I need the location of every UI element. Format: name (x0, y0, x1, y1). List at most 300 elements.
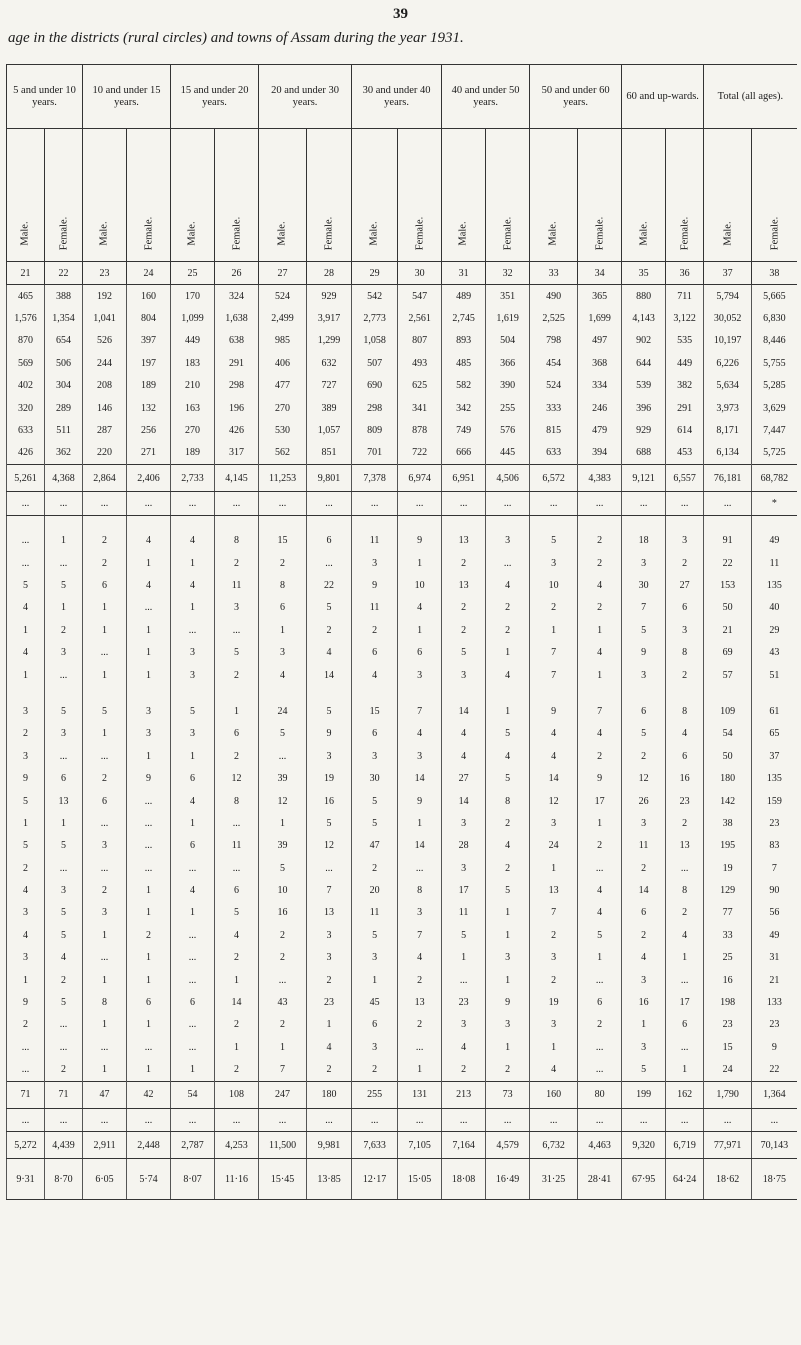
table-cell: ... (666, 1036, 704, 1058)
table-cell: 406 (259, 352, 307, 374)
table-cell: 351 (486, 285, 530, 308)
table-cell: 4 (352, 664, 398, 686)
table-cell: 1 (83, 723, 127, 745)
table-cell: 24 (530, 835, 578, 857)
table-cell: 2 (486, 857, 530, 879)
table-cell: 160 (127, 285, 171, 308)
table-cell: 3 (486, 530, 530, 552)
table-cell: 4,506 (486, 465, 530, 492)
table-cell: 47 (352, 835, 398, 857)
table-cell: 5 (45, 902, 83, 924)
table-cell: 2 (578, 530, 622, 552)
table-cell: 5 (622, 619, 666, 641)
table-cell: 1 (486, 700, 530, 722)
sex-header: Male. (622, 129, 666, 262)
table-cell: 8 (666, 700, 704, 722)
table-cell: 49 (752, 924, 797, 946)
table-cell: ... (578, 492, 622, 515)
table-cell: 16 (259, 902, 307, 924)
table-cell: 5 (578, 924, 622, 946)
table-cell: 5 (307, 812, 352, 834)
table-cell: 1,576 (7, 307, 45, 329)
table-cell: 798 (530, 330, 578, 352)
table-cell: 477 (259, 375, 307, 397)
table-cell: 2 (398, 969, 442, 991)
column-number: 35 (622, 262, 666, 285)
table-cell: 1 (83, 969, 127, 991)
table-cell: 1 (486, 924, 530, 946)
column-number: 29 (352, 262, 398, 285)
table-cell: 21 (752, 969, 797, 991)
column-number: 24 (127, 262, 171, 285)
table-row (7, 419, 797, 441)
table-cell: 426 (7, 442, 45, 465)
table-cell: 51 (752, 664, 797, 686)
table-cell: 4 (442, 1036, 486, 1058)
table-cell (215, 515, 259, 530)
table-cell: 506 (45, 352, 83, 374)
table-cell: 57 (704, 664, 752, 686)
sex-header: Male. (530, 129, 578, 262)
table-cell: ... (704, 1108, 752, 1131)
table-cell: 333 (530, 397, 578, 419)
table-cell: ... (45, 492, 83, 515)
table-cell: 2 (215, 552, 259, 574)
table-cell: 142 (704, 790, 752, 812)
table-cell: ... (127, 857, 171, 879)
table-cell: 9·31 (7, 1159, 45, 1200)
table-cell: 40 (752, 597, 797, 619)
table-cell: 929 (307, 285, 352, 308)
table-cell: ... (215, 619, 259, 641)
table-cell: 9 (398, 790, 442, 812)
table-cell: 582 (442, 375, 486, 397)
table-cell: 183 (171, 352, 215, 374)
age-group-header: 20 and under 30 years. (259, 65, 352, 129)
table-cell: 2 (486, 619, 530, 641)
table-cell: ... (127, 835, 171, 857)
table-cell: ... (7, 492, 45, 515)
table-cell: 562 (259, 442, 307, 465)
table-cell: 5 (45, 700, 83, 722)
table-cell: 2 (307, 1059, 352, 1082)
table-cell (622, 686, 666, 700)
table-cell: 28·41 (578, 1159, 622, 1200)
table-cell: 180 (704, 767, 752, 789)
table-cell: 9 (622, 641, 666, 663)
table-cell: 4 (398, 947, 442, 969)
table-row (7, 902, 797, 924)
table-cell: 804 (127, 307, 171, 329)
table-cell: 2 (83, 767, 127, 789)
table-cell: 1 (486, 641, 530, 663)
table-cell: 2 (530, 597, 578, 619)
table-cell: 1 (171, 1059, 215, 1082)
table-cell: 7,105 (398, 1132, 442, 1159)
table-row (7, 879, 797, 901)
table-cell: 67·95 (622, 1159, 666, 1200)
table-cell: 1 (259, 1036, 307, 1058)
table-cell: 6 (622, 902, 666, 924)
table-cell: 809 (352, 419, 398, 441)
table-cell: 2,787 (171, 1132, 215, 1159)
table-cell: 13 (442, 530, 486, 552)
table-cell: ... (307, 492, 352, 515)
table-cell: 5 (45, 924, 83, 946)
table-cell: 11,253 (259, 465, 307, 492)
table-cell: 1 (127, 664, 171, 686)
table-cell: 1 (352, 969, 398, 991)
table-cell: 4 (486, 574, 530, 596)
sex-header: Male. (352, 129, 398, 262)
table-cell (752, 686, 797, 700)
table-cell: 654 (45, 330, 83, 352)
table-cell: ... (215, 812, 259, 834)
table-cell: 5,261 (7, 465, 45, 492)
table-cell: ... (398, 1108, 442, 1131)
table-cell: 220 (83, 442, 127, 465)
table-cell (352, 686, 398, 700)
table-cell: 4,368 (45, 465, 83, 492)
table-cell: 1 (83, 597, 127, 619)
table-cell: 1 (486, 902, 530, 924)
table-cell: 10 (398, 574, 442, 596)
age-group-header: 15 and under 20 years. (171, 65, 259, 129)
age-group-header: 10 and under 15 years. (83, 65, 171, 129)
table-cell: 2,561 (398, 307, 442, 329)
table-cell: 3 (398, 664, 442, 686)
table-cell: 180 (307, 1081, 352, 1108)
table-cell: 70,143 (752, 1132, 797, 1159)
table-cell (486, 515, 530, 530)
table-cell: 14 (442, 790, 486, 812)
table-row (7, 700, 797, 722)
table-cell: 12 (530, 790, 578, 812)
table-row (7, 1081, 797, 1108)
table-cell: 5,634 (704, 375, 752, 397)
table-cell: 247 (259, 1081, 307, 1108)
table-cell: 6,951 (442, 465, 486, 492)
table-cell: ... (486, 492, 530, 515)
table-row (7, 812, 797, 834)
table-row (7, 686, 797, 700)
table-cell: 4 (7, 924, 45, 946)
table-cell: ... (171, 947, 215, 969)
table-cell: 542 (352, 285, 398, 308)
table-cell: 362 (45, 442, 83, 465)
table-cell: 6 (578, 991, 622, 1013)
table-row (7, 352, 797, 374)
sex-header: Male. (704, 129, 752, 262)
table-cell: 4 (7, 879, 45, 901)
table-cell: 701 (352, 442, 398, 465)
table-cell: 90 (752, 879, 797, 901)
table-cell: 4 (578, 641, 622, 663)
table-cell: 3,973 (704, 397, 752, 419)
table-cell: 5 (486, 767, 530, 789)
table-cell: 5 (171, 700, 215, 722)
table-cell: 23 (752, 1014, 797, 1036)
table-cell: 3 (171, 641, 215, 663)
table-row (7, 552, 797, 574)
table-cell (530, 686, 578, 700)
table-cell: 30 (352, 767, 398, 789)
table-cell: 1 (578, 619, 622, 641)
table-cell: 146 (83, 397, 127, 419)
table-cell: 1 (127, 947, 171, 969)
table-cell: 3 (45, 641, 83, 663)
table-cell: 2 (352, 619, 398, 641)
table-cell: 535 (666, 330, 704, 352)
table-cell: 6 (171, 991, 215, 1013)
table-cell: 77 (704, 902, 752, 924)
table-cell: 9,121 (622, 465, 666, 492)
table-cell: 13 (530, 879, 578, 901)
table-cell: 12·17 (352, 1159, 398, 1200)
table-cell: ... (486, 552, 530, 574)
table-cell: 388 (45, 285, 83, 308)
table-cell: 5 (45, 991, 83, 1013)
table-cell: ... (83, 745, 127, 767)
table-cell: 426 (215, 419, 259, 441)
table-cell: 1 (171, 552, 215, 574)
table-cell: ... (83, 857, 127, 879)
sex-header: Male. (83, 129, 127, 262)
table-row (7, 465, 797, 492)
table-cell: ... (171, 619, 215, 641)
age-group-header: Total (all ages). (704, 65, 797, 129)
table-cell: 244 (83, 352, 127, 374)
table-cell: 5 (352, 790, 398, 812)
table-cell: 3 (666, 619, 704, 641)
table-cell: 11 (752, 552, 797, 574)
table-cell: 7,164 (442, 1132, 486, 1159)
table-cell: 21 (704, 619, 752, 641)
table-cell: 6 (127, 991, 171, 1013)
table-cell: 9 (7, 991, 45, 1013)
table-cell: 132 (127, 397, 171, 419)
table-cell: 71 (45, 1081, 83, 1108)
table-cell: 3 (259, 641, 307, 663)
table-cell: 368 (578, 352, 622, 374)
table-cell: 3 (307, 947, 352, 969)
table-cell: 83 (752, 835, 797, 857)
table-cell: 1 (127, 1059, 171, 1082)
table-row (7, 285, 797, 308)
table-cell: 394 (578, 442, 622, 465)
table-cell: 1 (45, 812, 83, 834)
table-cell: 13 (666, 835, 704, 857)
table-cell: 4 (171, 574, 215, 596)
table-cell: 851 (307, 442, 352, 465)
table-cell: 2 (259, 924, 307, 946)
table-cell: ... (7, 1108, 45, 1131)
table-cell: 14 (215, 991, 259, 1013)
table-cell: 390 (486, 375, 530, 397)
table-cell: ... (171, 1036, 215, 1058)
table-cell: 4 (398, 723, 442, 745)
table-cell: 6 (45, 767, 83, 789)
table-cell: 23 (307, 991, 352, 1013)
table-cell: 69 (704, 641, 752, 663)
table-cell: 317 (215, 442, 259, 465)
table-row (7, 835, 797, 857)
column-number: 26 (215, 262, 259, 285)
table-cell: 65 (752, 723, 797, 745)
table-cell: 195 (704, 835, 752, 857)
table-cell: 1 (45, 530, 83, 552)
table-cell: 3 (307, 924, 352, 946)
table-cell: ... (45, 664, 83, 686)
table-row (7, 515, 797, 530)
table-cell: 19 (307, 767, 352, 789)
table-cell: ... (259, 492, 307, 515)
table-cell: 304 (45, 375, 83, 397)
table-cell (398, 686, 442, 700)
table-row (7, 991, 797, 1013)
table-cell: 2 (352, 857, 398, 879)
table-cell: 1 (666, 947, 704, 969)
age-group-header: 30 and under 40 years. (352, 65, 442, 129)
table-cell: 6·05 (83, 1159, 127, 1200)
table-cell: 11 (622, 835, 666, 857)
table-cell: 9 (752, 1036, 797, 1058)
table-cell: 4 (530, 1059, 578, 1082)
table-cell: 2 (486, 812, 530, 834)
table-cell: 8·70 (45, 1159, 83, 1200)
table-cell: 1,041 (83, 307, 127, 329)
table-cell: 10 (530, 574, 578, 596)
sex-header: Female. (578, 129, 622, 262)
table-cell: 1 (578, 812, 622, 834)
table-cell: 342 (442, 397, 486, 419)
table-cell: ... (171, 857, 215, 879)
table-cell: 8,171 (704, 419, 752, 441)
sex-header: Male. (442, 129, 486, 262)
table-cell: 11 (215, 835, 259, 857)
table-cell: ... (578, 857, 622, 879)
table-cell: 1 (83, 619, 127, 641)
table-cell: 449 (171, 330, 215, 352)
table-row (7, 597, 797, 619)
table-cell: 4 (398, 597, 442, 619)
table-cell: 4 (578, 879, 622, 901)
table-cell: 526 (83, 330, 127, 352)
sex-header: Female. (127, 129, 171, 262)
table-cell: 5 (7, 835, 45, 857)
table-cell: 3 (530, 812, 578, 834)
table-cell: 64·24 (666, 1159, 704, 1200)
table-cell: 507 (352, 352, 398, 374)
table-cell: 547 (398, 285, 442, 308)
table-cell: 6,719 (666, 1132, 704, 1159)
table-cell: 870 (7, 330, 45, 352)
table-cell: 2 (83, 879, 127, 901)
table-cell: 4 (666, 924, 704, 946)
table-cell: 2 (578, 552, 622, 574)
column-number: 31 (442, 262, 486, 285)
table-cell: 1 (127, 552, 171, 574)
table-cell: 6 (171, 835, 215, 857)
table-cell: ... (171, 924, 215, 946)
table-cell: 1,699 (578, 307, 622, 329)
table-cell: 6,134 (704, 442, 752, 465)
table-cell: * (752, 492, 797, 515)
table-cell: 7 (398, 700, 442, 722)
table-cell: ... (215, 857, 259, 879)
table-cell: 135 (752, 574, 797, 596)
table-cell: 208 (83, 375, 127, 397)
table-cell: 2 (398, 1014, 442, 1036)
table-cell: 61 (752, 700, 797, 722)
table-cell: 929 (622, 419, 666, 441)
table-cell: 22 (752, 1059, 797, 1082)
table-cell: 1 (127, 619, 171, 641)
table-cell: 12 (307, 835, 352, 857)
table-cell: 5 (215, 902, 259, 924)
table-cell: 189 (127, 375, 171, 397)
table-cell: 8 (666, 641, 704, 663)
table-cell: 3 (352, 552, 398, 574)
table-cell: 4 (486, 664, 530, 686)
table-cell: 199 (622, 1081, 666, 1108)
table-cell: 3 (127, 700, 171, 722)
table-cell: 7,378 (352, 465, 398, 492)
table-cell: 4,253 (215, 1132, 259, 1159)
table-cell: 727 (307, 375, 352, 397)
table-cell: 13 (398, 991, 442, 1013)
table-cell: 4 (7, 641, 45, 663)
table-cell: ... (352, 492, 398, 515)
table-cell: 27 (442, 767, 486, 789)
table-cell (578, 686, 622, 700)
table-cell: 4 (127, 574, 171, 596)
table-cell: 638 (215, 330, 259, 352)
column-number: 32 (486, 262, 530, 285)
table-cell: 633 (7, 419, 45, 441)
table-row (7, 641, 797, 663)
table-cell: 5,725 (752, 442, 797, 465)
table-cell: 2 (307, 969, 352, 991)
table-cell: 2 (307, 619, 352, 641)
table-row (7, 1132, 797, 1159)
table-cell: 287 (83, 419, 127, 441)
table-row (7, 857, 797, 879)
page-number: 39 (393, 6, 408, 22)
table-cell: 5 (7, 574, 45, 596)
table-cell: 28 (442, 835, 486, 857)
table-cell (45, 686, 83, 700)
table-cell: 7 (307, 879, 352, 901)
table-cell: 1 (215, 1036, 259, 1058)
table-row (7, 1059, 797, 1082)
sex-header: Female. (398, 129, 442, 262)
table-cell: 1 (307, 1014, 352, 1036)
table-cell: 23 (752, 812, 797, 834)
table-cell (127, 686, 171, 700)
table-cell: 2 (666, 552, 704, 574)
table-cell: 26 (622, 790, 666, 812)
table-cell: 5 (486, 879, 530, 901)
table-cell: 2,911 (83, 1132, 127, 1159)
table-cell: 13 (307, 902, 352, 924)
table-cell: ... (83, 641, 127, 663)
table-cell: ... (45, 1108, 83, 1131)
table-cell: 213 (442, 1081, 486, 1108)
table-cell: 2 (442, 1059, 486, 1082)
table-cell: 8 (259, 574, 307, 596)
column-number: 28 (307, 262, 352, 285)
